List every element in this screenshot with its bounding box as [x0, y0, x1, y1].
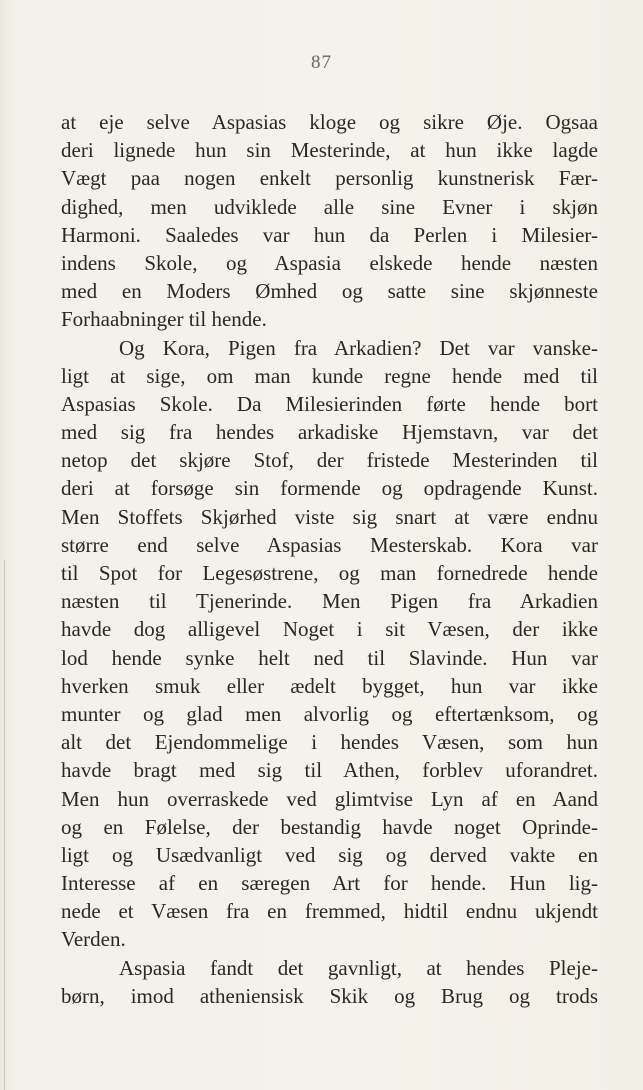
text-line: Aspasia fandt det gavnligt, at hendes Pleje- [119, 955, 598, 980]
text-line: til Spot for Legesøstrene, og man fornedrede hende [61, 561, 598, 585]
text-line: Aspasias Skole. Da Milesierinden førte hende bort [61, 391, 598, 416]
text-line: med en Moders Ømhed og satte sine skjønneste [61, 279, 598, 304]
text-line: Men Stoffets Skjørhed viste sig snart at være endnu [61, 504, 598, 529]
text-line: Vægt paa nogen enkelt personlig kunstnerisk Fær- [61, 166, 598, 191]
text-line: havde dog alligevel Noget i sit Væsen, der ikke [61, 617, 598, 642]
text-line: deri at forsøge sin formende og opdragende Kunst. [61, 476, 598, 501]
text-line: og en Følelse, der bestandig havde noget Oprinde- [61, 814, 598, 839]
text-line: med sig fra hendes arkadiske Hjemstavn, var det [61, 420, 598, 445]
text-line: at eje selve Aspasias kloge og sikre Øje. Ogsaa [61, 110, 598, 134]
text-line: Verden. [61, 927, 126, 952]
text-line: Og Kora, Pigen fra Arkadien? Det var vanske- [119, 335, 598, 360]
text-line: Harmoni. Saaledes var hun da Perlen i Milesier- [61, 222, 598, 247]
text-line: havde bragt med sig til Athen, forblev uforandret. [61, 758, 598, 783]
text-line: større end selve Aspasias Mesterskab. Kora var [61, 532, 598, 557]
text-line: nede et Væsen fra en fremmed, hidtil endnu ukjendt [61, 899, 598, 924]
text-line: lod hende synke helt ned til Slavinde. Hun var [61, 645, 598, 670]
body-text [61, 108, 598, 1010]
text-line: Interesse af en særegen Art for hende. Hun lig- [61, 871, 598, 896]
text-line: ligt at sige, om man kunde regne hende med til [61, 363, 598, 388]
page-number: 87 [311, 52, 332, 73]
page-gutter-shadow [4, 560, 5, 1090]
text-line: alt det Ejendommelige i hendes Væsen, som hun [61, 730, 598, 755]
text-line: dighed, men udviklede alle sine Evner i skjøn [61, 194, 598, 219]
text-line: næsten til Tjenerinde. Men Pigen fra Arkadien [61, 589, 598, 614]
text-line: munter og glad men alvorlig og eftertænksom, og [61, 701, 598, 726]
text-line: deri lignede hun sin Mesterinde, at hun ikke lagde [61, 138, 598, 163]
text-line: hverken smuk eller ædelt bygget, hun var ikke [61, 673, 598, 698]
text-line: ligt og Usædvanligt ved sig og derved vakte en [61, 842, 598, 867]
text-line: indens Skole, og Aspasia elskede hende næsten [61, 250, 598, 275]
text-line: Forhaabninger til hende. [61, 307, 267, 332]
text-line: netop det skjøre Stof, der fristede Mesterinden til [61, 448, 598, 473]
text-line: børn, imod atheniensisk Skik og Brug og trods [61, 983, 598, 1008]
text-line: Men hun overraskede ved glimtvise Lyn af en Aand [61, 786, 598, 811]
